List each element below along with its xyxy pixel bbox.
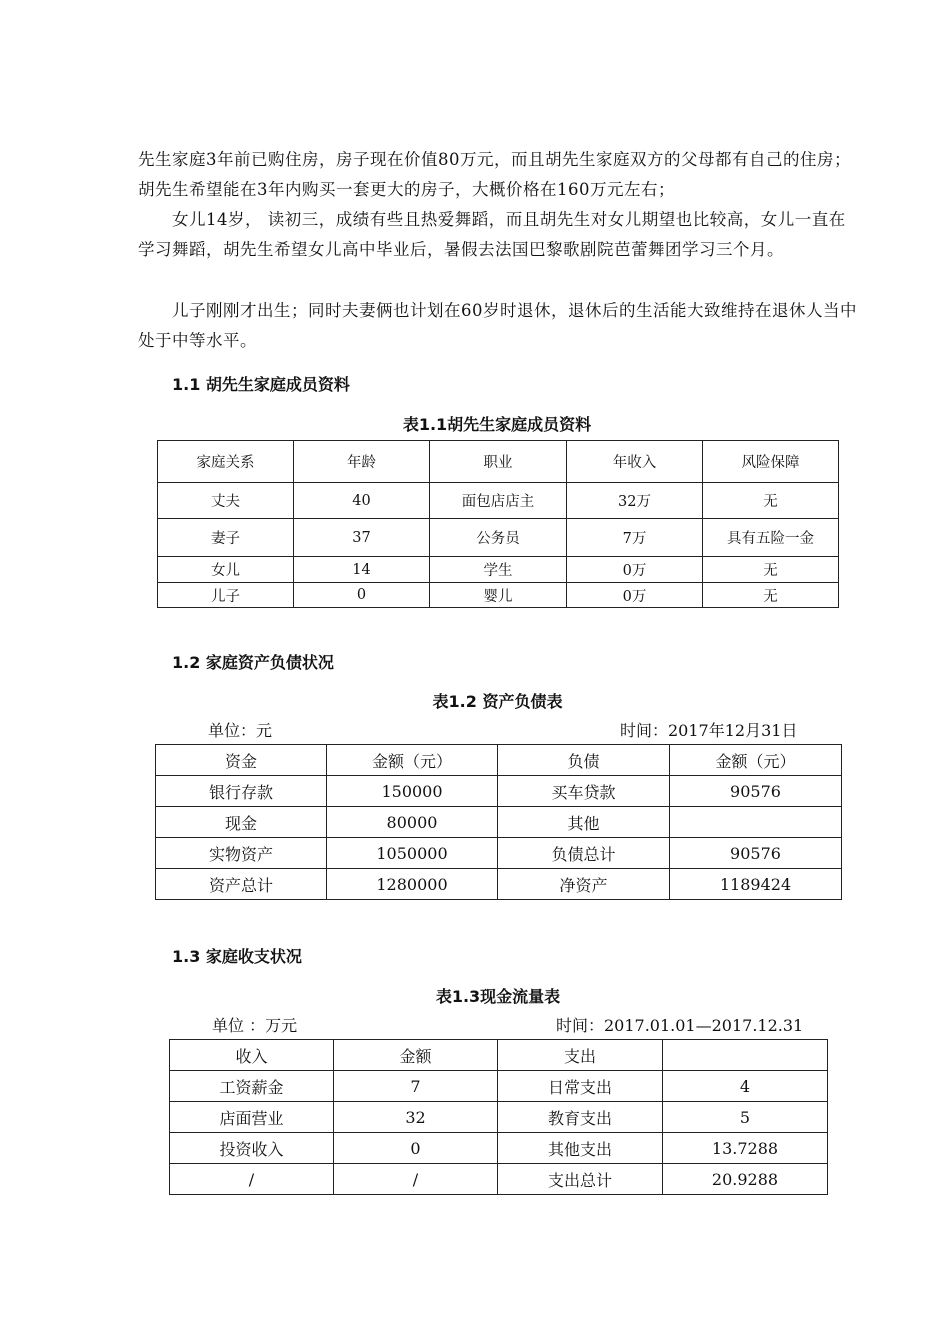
table-cell: 日常支出 <box>498 1071 663 1102</box>
unit-label: 单位 ：万元 <box>212 1016 298 1035</box>
table-row <box>170 1071 828 1102</box>
table-cell: 丈夫 <box>158 483 294 519</box>
table-row <box>158 519 839 557</box>
header-cell: 金额（元） <box>327 745 498 776</box>
unit-label: 单位：元 <box>208 721 273 740</box>
table-row <box>170 1164 828 1195</box>
table-header-row <box>170 1040 828 1071</box>
table-cell: 其他 <box>498 807 670 838</box>
table-cell: 银行存款 <box>156 776 327 807</box>
paragraph-daughter: 女儿14岁， 读初三，成绩有些且热爱舞蹈，而且胡先生对女儿期望也比较高，女儿一直在学习舞蹈，胡先生希望女儿高中毕业后，暑假去法国巴黎歌剧院芭蕾舞团学习三个月。 <box>138 210 846 259</box>
table-cell: 资产总计 <box>156 869 327 900</box>
section-heading-family-members: 1.1 胡先生家庭成员资料 <box>172 375 350 394</box>
table-caption-cash-flow: 表1.3现金流量表 <box>435 987 561 1006</box>
table-cell: 14 <box>294 557 430 583</box>
table-cell: 面包店店主 <box>430 483 567 519</box>
table-cell: 0万 <box>567 557 703 583</box>
family-members-table <box>157 440 839 608</box>
table-cell: 13.7288 <box>663 1133 828 1164</box>
table-cell: 1189424 <box>670 869 842 900</box>
table-cell: 0万 <box>567 583 703 608</box>
header-cell <box>663 1040 828 1071</box>
table-cell: 150000 <box>327 776 498 807</box>
table-cell <box>670 807 842 838</box>
balance-sheet-table <box>155 744 842 900</box>
header-cell: 家庭关系 <box>158 441 294 483</box>
header-cell: 职业 <box>430 441 567 483</box>
table-cell: 32 <box>334 1102 498 1133</box>
header-cell: 支出 <box>498 1040 663 1071</box>
table-cell: 90576 <box>670 838 842 869</box>
section-heading-assets-liabilities: 1.2 家庭资产负债状况 <box>172 653 334 672</box>
table-row <box>158 557 839 583</box>
table-caption-family-members: 表1.1胡先生家庭成员资料 <box>402 415 592 434</box>
table-row <box>158 483 839 519</box>
header-cell: 资金 <box>156 745 327 776</box>
table-row <box>170 1133 828 1164</box>
table-cell: 0 <box>334 1133 498 1164</box>
paragraph-housing: 先生家庭3年前已购住房，房子现在价值80万元，而且胡先生家庭双方的父母都有自己的住房；胡先生希望能在3年内购买一套更大的房子，大概价格在160万元左右； <box>138 150 851 199</box>
table-cell: 具有五险一金 <box>703 519 839 557</box>
table-cell: 负债总计 <box>498 838 670 869</box>
table-cell: 4 <box>663 1071 828 1102</box>
table-cell: 5 <box>663 1102 828 1133</box>
table-cell: 20.9288 <box>663 1164 828 1195</box>
table-cell: 无 <box>703 483 839 519</box>
table-cell: 妻子 <box>158 519 294 557</box>
table-cell: 90576 <box>670 776 842 807</box>
table-cell: 现金 <box>156 807 327 838</box>
table-row <box>156 838 842 869</box>
table-cell: 买车贷款 <box>498 776 670 807</box>
table-cell: 1050000 <box>327 838 498 869</box>
table-cell: 公务员 <box>430 519 567 557</box>
header-cell: 金额（元） <box>670 745 842 776</box>
table-header-row <box>158 441 839 483</box>
header-cell: 年收入 <box>567 441 703 483</box>
table-cell: 实物资产 <box>156 838 327 869</box>
table-cell: 0 <box>294 583 430 608</box>
table-cell: 店面营业 <box>170 1102 334 1133</box>
table-cell: 其他支出 <box>498 1133 663 1164</box>
table-cell: 教育支出 <box>498 1102 663 1133</box>
table-row <box>170 1102 828 1133</box>
header-cell: 负债 <box>498 745 670 776</box>
table-row <box>158 583 839 608</box>
date-range-label: 时间：2017.01.01—2017.12.31 <box>556 1016 804 1035</box>
paragraph-son-retirement: 儿子刚刚才出生；同时夫妻俩也计划在60岁时退休，退休后的生活能大致维持在退休人当中处于中等水平。 <box>138 301 857 350</box>
table-cell: 工资薪金 <box>170 1071 334 1102</box>
table-cell: 净资产 <box>498 869 670 900</box>
table-cell: 支出总计 <box>498 1164 663 1195</box>
table-cell: 学生 <box>430 557 567 583</box>
table-cell: 32万 <box>567 483 703 519</box>
table-row <box>156 869 842 900</box>
table-cell: 婴儿 <box>430 583 567 608</box>
date-label: 时间：2017年12月31日 <box>620 721 798 740</box>
header-cell: 收入 <box>170 1040 334 1071</box>
table-cell: 无 <box>703 583 839 608</box>
table-cell: / <box>334 1164 498 1195</box>
table-cell: / <box>170 1164 334 1195</box>
cash-flow-table <box>169 1039 828 1195</box>
table-row <box>156 776 842 807</box>
table-cell: 无 <box>703 557 839 583</box>
table-cell: 女儿 <box>158 557 294 583</box>
table-cell: 儿子 <box>158 583 294 608</box>
table-cell: 7 <box>334 1071 498 1102</box>
header-cell: 风险保障 <box>703 441 839 483</box>
table-cell: 投资收入 <box>170 1133 334 1164</box>
table-row <box>156 807 842 838</box>
table-cell: 40 <box>294 483 430 519</box>
table-header-row <box>156 745 842 776</box>
table-caption-balance-sheet: 表1.2 资产负债表 <box>432 692 563 711</box>
table-cell: 80000 <box>327 807 498 838</box>
section-heading-income-expense: 1.3 家庭收支状况 <box>172 947 302 966</box>
table-cell: 37 <box>294 519 430 557</box>
table-cell: 7万 <box>567 519 703 557</box>
header-cell: 年龄 <box>294 441 430 483</box>
header-cell: 金额 <box>334 1040 498 1071</box>
table-cell: 1280000 <box>327 869 498 900</box>
